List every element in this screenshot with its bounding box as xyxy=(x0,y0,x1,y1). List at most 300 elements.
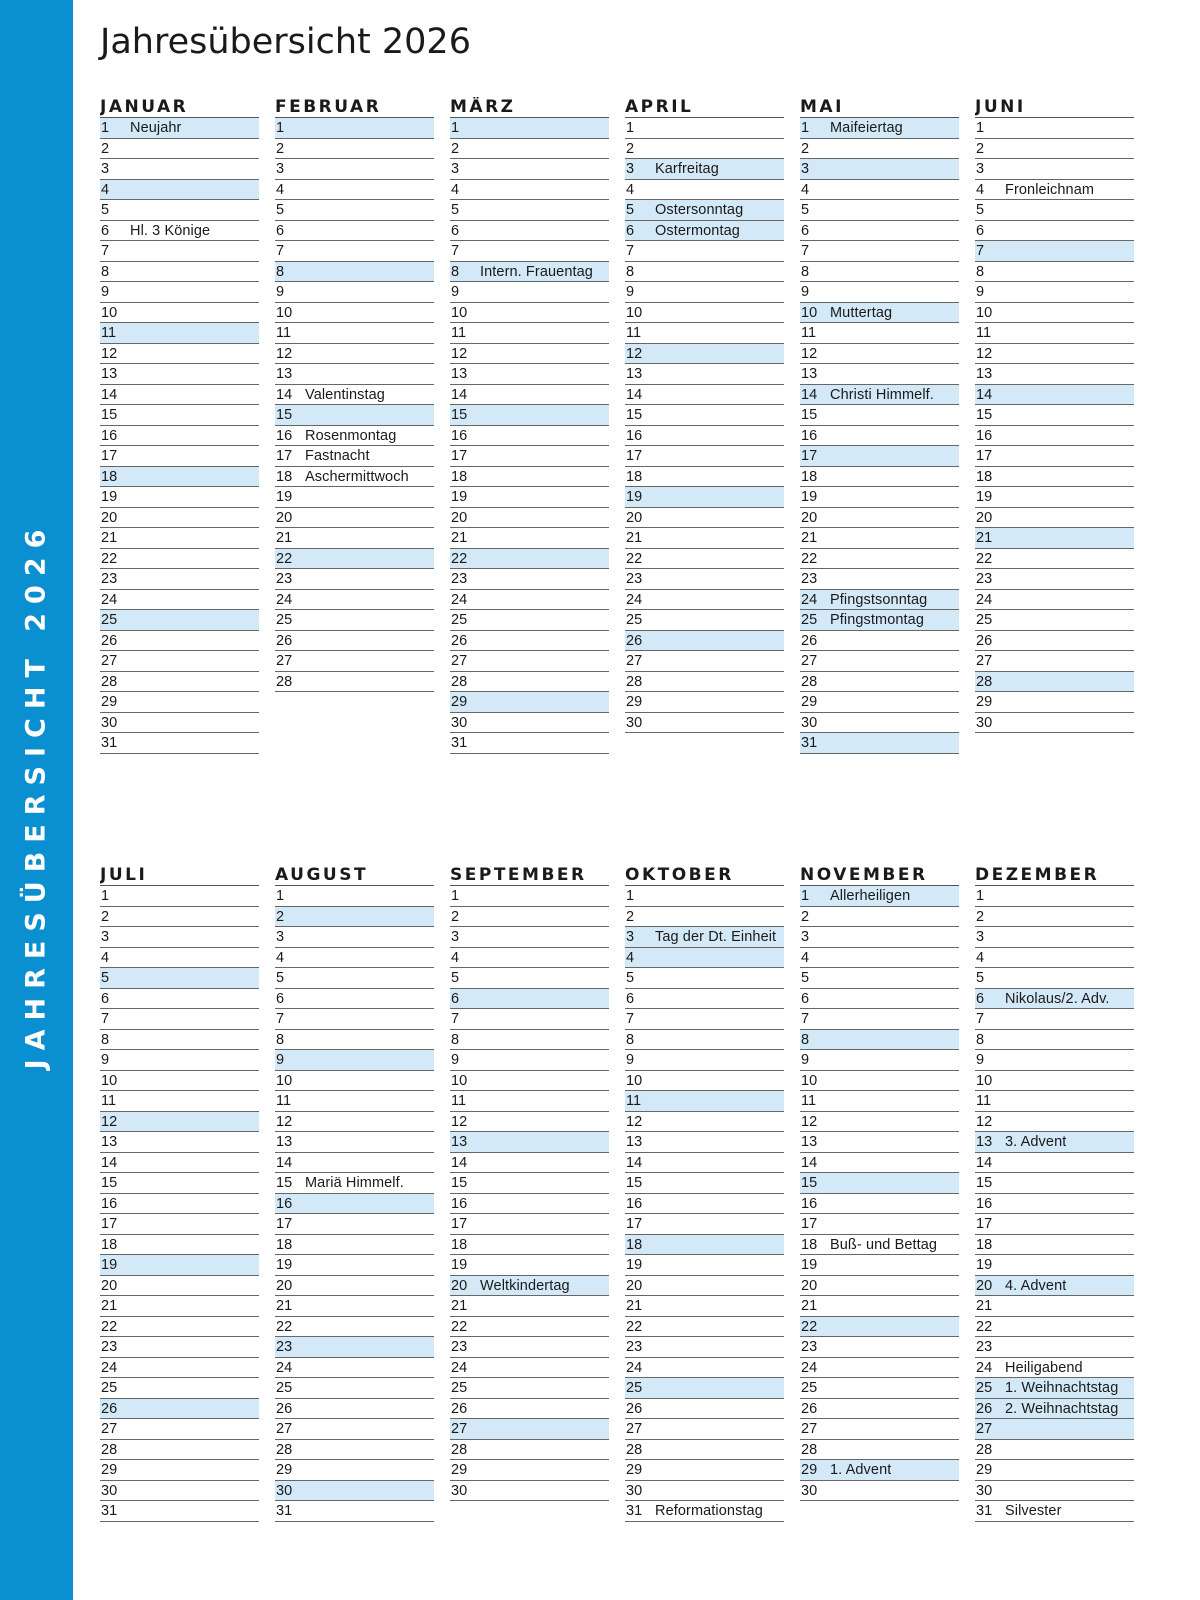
day-number: 19 xyxy=(801,489,818,505)
day-number: 5 xyxy=(626,970,635,986)
day-row xyxy=(450,672,609,693)
day-row xyxy=(450,1399,609,1420)
day-number: 18 xyxy=(101,468,118,485)
day-row xyxy=(275,467,434,488)
holiday-label: Silvester xyxy=(1005,1503,1062,1519)
day-number: 25 xyxy=(276,1380,293,1396)
day-number: 8 xyxy=(626,1031,635,1048)
day-row xyxy=(625,1132,784,1153)
day-row xyxy=(625,1173,784,1194)
day-number: 18 xyxy=(626,1236,643,1253)
day-number: 7 xyxy=(276,243,285,259)
day-row xyxy=(275,1173,434,1194)
day-row xyxy=(450,651,609,672)
day-row xyxy=(975,446,1134,467)
day-row xyxy=(450,487,609,508)
day-number: 16 xyxy=(451,1195,468,1212)
day-number: 2 xyxy=(976,140,985,157)
day-number: 26 xyxy=(276,1400,293,1417)
day-row xyxy=(100,344,259,365)
day-row xyxy=(800,1091,959,1112)
day-row xyxy=(975,200,1134,221)
day-number: 2 xyxy=(801,140,810,157)
day-number: 30 xyxy=(101,1482,118,1499)
day-number: 30 xyxy=(101,714,118,731)
month-header: AUGUST xyxy=(275,865,434,886)
day-number: 15 xyxy=(451,407,468,423)
day-row xyxy=(275,1358,434,1379)
day-row xyxy=(975,221,1134,242)
day-number: 26 xyxy=(626,632,643,649)
day-number: 23 xyxy=(626,571,643,587)
day-number: 26 xyxy=(451,1400,468,1417)
day-row xyxy=(800,1112,959,1133)
day-row xyxy=(100,927,259,948)
day-number: 10 xyxy=(276,1072,293,1089)
day-row xyxy=(625,467,784,488)
day-number: 31 xyxy=(276,1503,293,1519)
month-header: MÄRZ xyxy=(450,97,609,118)
day-row xyxy=(100,1276,259,1297)
day-row xyxy=(100,180,259,201)
day-number: 9 xyxy=(626,284,635,300)
day-number: 16 xyxy=(276,1195,293,1212)
day-number: 24 xyxy=(801,1359,818,1376)
day-row xyxy=(100,467,259,488)
day-row xyxy=(800,1194,959,1215)
day-row xyxy=(625,1358,784,1379)
day-row xyxy=(975,139,1134,160)
day-number: 29 xyxy=(801,694,818,710)
day-number: 14 xyxy=(451,386,468,403)
month-august xyxy=(275,865,434,1522)
day-row xyxy=(450,1153,609,1174)
day-number: 19 xyxy=(276,1257,293,1273)
day-number: 28 xyxy=(976,1441,993,1458)
day-row xyxy=(800,610,959,631)
day-number: 13 xyxy=(451,1134,468,1150)
day-number: 9 xyxy=(101,1052,110,1068)
day-row xyxy=(100,139,259,160)
day-row xyxy=(625,713,784,734)
day-number: 20 xyxy=(276,1277,293,1294)
day-number: 12 xyxy=(451,345,468,362)
day-number: 15 xyxy=(101,407,118,423)
day-number: 28 xyxy=(276,1441,293,1458)
day-row xyxy=(275,927,434,948)
holiday-label: 3. Advent xyxy=(1005,1134,1067,1150)
day-number: 17 xyxy=(276,1216,293,1232)
sidebar-title: JAHRESÜBERSICHT 2026 xyxy=(20,520,52,1070)
day-number: 5 xyxy=(976,970,985,986)
day-number: 4 xyxy=(451,949,460,966)
month-november xyxy=(800,865,959,1501)
day-number: 24 xyxy=(626,591,643,608)
holiday-label: Mariä Himmelf. xyxy=(305,1175,404,1191)
day-row xyxy=(275,1501,434,1522)
day-row xyxy=(975,159,1134,180)
day-number: 14 xyxy=(976,1154,993,1171)
day-row xyxy=(800,487,959,508)
day-number: 23 xyxy=(801,1339,818,1355)
day-row xyxy=(800,303,959,324)
day-row xyxy=(450,323,609,344)
day-number: 8 xyxy=(801,263,810,280)
day-number: 8 xyxy=(801,1031,810,1048)
day-number: 25 xyxy=(101,612,118,628)
day-number: 26 xyxy=(801,632,818,649)
day-row xyxy=(800,692,959,713)
day-row xyxy=(975,528,1134,549)
day-row xyxy=(625,968,784,989)
day-number: 17 xyxy=(101,1216,118,1232)
day-row xyxy=(800,733,959,754)
day-number: 2 xyxy=(801,908,810,925)
day-number: 10 xyxy=(451,1072,468,1089)
day-row xyxy=(975,303,1134,324)
day-number: 1 xyxy=(626,120,635,136)
holiday-label: Rosenmontag xyxy=(305,427,397,444)
holiday-label: Neujahr xyxy=(130,120,182,136)
day-row xyxy=(275,651,434,672)
day-row xyxy=(800,221,959,242)
day-number: 17 xyxy=(626,448,643,464)
month-januar xyxy=(100,97,259,754)
day-row xyxy=(975,569,1134,590)
day-row xyxy=(975,262,1134,283)
day-row xyxy=(275,907,434,928)
day-number: 9 xyxy=(451,1052,460,1068)
day-row xyxy=(975,385,1134,406)
day-number: 15 xyxy=(276,407,293,423)
day-row xyxy=(975,1419,1134,1440)
day-number: 20 xyxy=(976,1277,993,1294)
day-number: 13 xyxy=(101,366,118,382)
day-number: 4 xyxy=(626,949,635,966)
day-row xyxy=(625,1296,784,1317)
day-number: 17 xyxy=(101,448,118,464)
day-number: 13 xyxy=(976,366,993,382)
day-number: 13 xyxy=(101,1134,118,1150)
day-row xyxy=(975,672,1134,693)
day-number: 16 xyxy=(976,427,993,444)
day-row xyxy=(100,1460,259,1481)
day-number: 24 xyxy=(101,1359,118,1376)
day-row xyxy=(275,1399,434,1420)
day-row xyxy=(800,1317,959,1338)
day-row xyxy=(275,262,434,283)
day-number: 24 xyxy=(626,1359,643,1376)
day-row xyxy=(975,467,1134,488)
day-number: 16 xyxy=(801,1195,818,1212)
day-row xyxy=(975,241,1134,262)
day-row xyxy=(275,590,434,611)
day-number: 21 xyxy=(976,1298,993,1314)
day-number: 1 xyxy=(451,888,460,904)
day-row xyxy=(100,446,259,467)
day-number: 20 xyxy=(451,509,468,526)
day-row xyxy=(450,446,609,467)
day-number: 23 xyxy=(626,1339,643,1355)
day-number: 19 xyxy=(101,1257,118,1273)
day-row xyxy=(100,405,259,426)
day-number: 8 xyxy=(976,1031,985,1048)
day-row xyxy=(975,1481,1134,1502)
day-row xyxy=(100,989,259,1010)
day-row xyxy=(975,344,1134,365)
day-number: 1 xyxy=(976,120,985,136)
day-row xyxy=(450,467,609,488)
day-number: 3 xyxy=(976,161,985,177)
day-row xyxy=(800,1050,959,1071)
day-number: 17 xyxy=(976,1216,993,1232)
day-row xyxy=(625,528,784,549)
day-row xyxy=(975,692,1134,713)
day-number: 9 xyxy=(276,1052,285,1068)
month-header: DEZEMBER xyxy=(975,865,1134,886)
day-number: 5 xyxy=(451,970,460,986)
day-row xyxy=(100,385,259,406)
day-row xyxy=(975,405,1134,426)
day-number: 11 xyxy=(626,325,642,341)
day-row xyxy=(625,1460,784,1481)
day-number: 29 xyxy=(626,694,643,710)
day-row xyxy=(450,118,609,139)
day-number: 18 xyxy=(801,1236,818,1253)
day-number: 14 xyxy=(276,1154,293,1171)
day-row xyxy=(275,200,434,221)
day-row xyxy=(975,907,1134,928)
day-row xyxy=(625,1009,784,1030)
day-number: 16 xyxy=(801,427,818,444)
day-row xyxy=(625,549,784,570)
holiday-label: Heiligabend xyxy=(1005,1359,1083,1376)
day-row xyxy=(275,118,434,139)
day-row xyxy=(275,631,434,652)
day-row xyxy=(100,907,259,928)
day-row xyxy=(450,344,609,365)
day-number: 22 xyxy=(626,1318,643,1335)
day-number: 12 xyxy=(626,1113,643,1130)
day-row xyxy=(625,487,784,508)
day-row xyxy=(450,1317,609,1338)
day-row xyxy=(975,1112,1134,1133)
holiday-label: Pfingstmontag xyxy=(830,612,924,628)
day-row xyxy=(625,200,784,221)
day-row xyxy=(625,344,784,365)
day-number: 29 xyxy=(101,694,118,710)
day-row xyxy=(450,1071,609,1092)
day-row xyxy=(625,1440,784,1461)
day-number: 3 xyxy=(276,161,285,177)
day-row xyxy=(100,1112,259,1133)
day-number: 27 xyxy=(101,1421,118,1437)
day-row xyxy=(975,1378,1134,1399)
day-number: 30 xyxy=(626,714,643,731)
day-number: 10 xyxy=(101,304,118,321)
day-number: 29 xyxy=(451,694,468,710)
day-row xyxy=(450,1481,609,1502)
day-number: 11 xyxy=(801,325,817,341)
day-row xyxy=(275,886,434,907)
day-row xyxy=(975,1091,1134,1112)
day-number: 14 xyxy=(801,386,818,403)
day-row xyxy=(800,1460,959,1481)
day-row xyxy=(275,487,434,508)
month-header: SEPTEMBER xyxy=(450,865,609,886)
day-row xyxy=(275,1337,434,1358)
day-row xyxy=(800,385,959,406)
day-row xyxy=(450,1276,609,1297)
holiday-label: Nikolaus/2. Adv. xyxy=(1005,990,1110,1007)
day-row xyxy=(800,569,959,590)
day-row xyxy=(450,1419,609,1440)
day-row xyxy=(800,989,959,1010)
day-row xyxy=(625,569,784,590)
holiday-label: Fronleichnam xyxy=(1005,181,1095,198)
day-number: 2 xyxy=(101,140,110,157)
day-number: 30 xyxy=(976,714,993,731)
day-number: 9 xyxy=(801,284,810,300)
holiday-label: 1. Weihnachtstag xyxy=(1005,1380,1119,1396)
day-row xyxy=(450,733,609,754)
day-number: 14 xyxy=(626,1154,643,1171)
day-row xyxy=(800,1399,959,1420)
day-row xyxy=(100,672,259,693)
day-number: 3 xyxy=(626,929,635,945)
day-row xyxy=(975,1071,1134,1092)
day-row xyxy=(625,1317,784,1338)
day-row xyxy=(275,385,434,406)
day-row xyxy=(100,1153,259,1174)
day-row xyxy=(450,1255,609,1276)
day-number: 31 xyxy=(451,735,468,751)
day-row xyxy=(800,713,959,734)
day-number: 6 xyxy=(451,222,460,239)
day-row xyxy=(975,1235,1134,1256)
day-row xyxy=(800,241,959,262)
day-row xyxy=(450,610,609,631)
day-number: 18 xyxy=(101,1236,118,1253)
holiday-label: Christi Himmelf. xyxy=(830,386,934,403)
day-number: 9 xyxy=(976,284,985,300)
day-number: 28 xyxy=(451,1441,468,1458)
day-number: 6 xyxy=(276,222,285,239)
day-row xyxy=(800,1009,959,1030)
day-row xyxy=(625,610,784,631)
day-row xyxy=(800,344,959,365)
day-row xyxy=(450,1091,609,1112)
day-row xyxy=(800,651,959,672)
day-number: 5 xyxy=(801,970,810,986)
day-row xyxy=(625,1337,784,1358)
day-number: 22 xyxy=(976,550,993,567)
day-number: 10 xyxy=(801,1072,818,1089)
day-number: 18 xyxy=(976,468,993,485)
day-row xyxy=(625,262,784,283)
day-number: 19 xyxy=(626,1257,643,1273)
day-row xyxy=(800,1235,959,1256)
day-row xyxy=(625,1235,784,1256)
day-row xyxy=(975,549,1134,570)
day-row xyxy=(275,1071,434,1092)
day-row xyxy=(800,118,959,139)
day-number: 6 xyxy=(976,222,985,239)
day-row xyxy=(975,1440,1134,1461)
day-row xyxy=(100,118,259,139)
day-number: 18 xyxy=(276,468,293,485)
day-number: 19 xyxy=(801,1257,818,1273)
day-row xyxy=(625,385,784,406)
day-number: 16 xyxy=(276,427,293,444)
day-row xyxy=(275,1153,434,1174)
day-row xyxy=(450,1337,609,1358)
day-row xyxy=(275,1460,434,1481)
day-number: 3 xyxy=(101,929,110,945)
day-row xyxy=(275,303,434,324)
day-row xyxy=(975,886,1134,907)
day-number: 15 xyxy=(276,1175,293,1191)
day-number: 19 xyxy=(976,489,993,505)
day-row xyxy=(975,118,1134,139)
day-number: 22 xyxy=(801,1318,818,1335)
day-number: 1 xyxy=(101,888,110,904)
day-number: 29 xyxy=(276,1462,293,1478)
day-number: 25 xyxy=(626,1380,643,1396)
day-row xyxy=(800,1071,959,1092)
sidebar-band xyxy=(0,0,73,1600)
day-row xyxy=(625,323,784,344)
day-number: 4 xyxy=(801,181,810,198)
day-number: 4 xyxy=(276,181,285,198)
day-number: 20 xyxy=(626,1277,643,1294)
day-number: 5 xyxy=(276,970,285,986)
day-number: 7 xyxy=(976,1011,985,1027)
day-row xyxy=(275,1112,434,1133)
month-mai xyxy=(800,97,959,754)
day-row xyxy=(450,180,609,201)
day-row xyxy=(275,1214,434,1235)
day-number: 25 xyxy=(976,1380,993,1396)
day-number: 1 xyxy=(276,120,285,136)
day-number: 21 xyxy=(101,530,118,546)
day-number: 7 xyxy=(276,1011,285,1027)
day-row xyxy=(975,426,1134,447)
day-row xyxy=(800,323,959,344)
day-row xyxy=(625,692,784,713)
day-number: 19 xyxy=(976,1257,993,1273)
day-number: 27 xyxy=(976,653,993,669)
day-number: 15 xyxy=(451,1175,468,1191)
day-number: 21 xyxy=(276,530,293,546)
day-number: 20 xyxy=(451,1277,468,1294)
day-row xyxy=(625,303,784,324)
day-row xyxy=(275,282,434,303)
day-number: 15 xyxy=(626,407,643,423)
day-row xyxy=(100,1481,259,1502)
day-number: 3 xyxy=(451,161,460,177)
day-row xyxy=(800,549,959,570)
day-row xyxy=(275,1440,434,1461)
day-number: 2 xyxy=(626,140,635,157)
day-row xyxy=(100,713,259,734)
holiday-label: Intern. Frauentag xyxy=(480,263,593,280)
day-row xyxy=(100,1440,259,1461)
day-number: 7 xyxy=(101,1011,110,1027)
day-number: 19 xyxy=(276,489,293,505)
day-number: 23 xyxy=(101,1339,118,1355)
day-row xyxy=(975,713,1134,734)
